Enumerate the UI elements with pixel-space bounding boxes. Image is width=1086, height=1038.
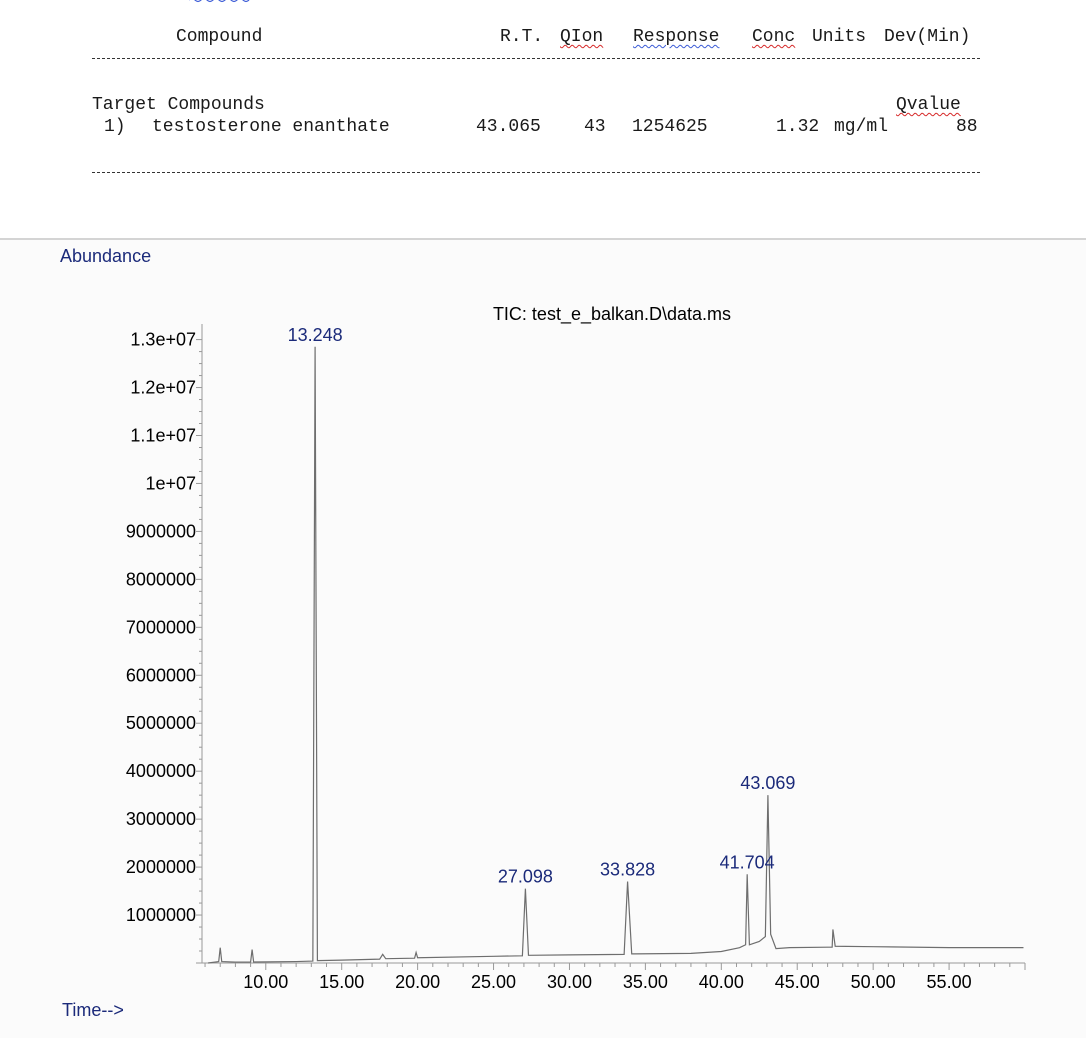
x-tick-label: 15.00 [319, 972, 365, 990]
peak-labels [288, 325, 796, 887]
y-tick-label: 1.3e+07 [130, 329, 196, 350]
separator-line-bottom [92, 172, 980, 173]
y-tick-label: 7000000 [125, 617, 196, 638]
peak-label: 13.248 [287, 324, 343, 345]
x-tick-label: 50.00 [850, 972, 896, 990]
x-tick-label: 35.00 [622, 972, 668, 990]
row-index: 1) [104, 117, 126, 137]
y-tick-label: 8000000 [125, 569, 196, 590]
y-tick-label: 5000000 [125, 713, 196, 734]
y-axis [126, 324, 202, 963]
y-tick-label: 6000000 [125, 665, 196, 686]
x-tick-label: 40.00 [698, 972, 744, 990]
chromatogram-chart [0, 240, 1086, 990]
col-header-qion: QIon [560, 27, 604, 47]
chromatogram-panel [0, 240, 1086, 1038]
quant-report [0, 0, 1086, 238]
y-tick-label: 3000000 [125, 809, 196, 830]
qvalue-label: Qvalue [896, 95, 961, 115]
x-axis [202, 963, 1025, 990]
x-tick-label: 25.00 [471, 972, 517, 990]
peak-label: 43.069 [740, 773, 796, 794]
x-tick-label: 20.00 [395, 972, 441, 990]
col-header-conc: Conc [752, 27, 796, 47]
y-tick-label: 1000000 [125, 905, 196, 926]
row-qvalue: 88 [956, 117, 978, 137]
y-tick-label: 1e+07 [145, 473, 196, 494]
y-axis-caption: Abundance [60, 246, 152, 266]
chart-title: TIC: test_e_balkan.D\data.ms [492, 304, 732, 324]
y-tick-label: 9000000 [125, 521, 196, 542]
y-tick-label: 4000000 [125, 761, 196, 782]
x-tick-label: 10.00 [243, 972, 289, 990]
col-header-dev: Dev(Min) [884, 27, 971, 47]
row-response: 1254625 [632, 117, 708, 137]
row-qion: 43 [584, 117, 606, 137]
row-conc: 1.32 [776, 117, 820, 137]
row-compound-name: testosterone enanthate [152, 117, 390, 137]
peak-label: 33.828 [600, 859, 656, 880]
col-header-rt: R.T. [500, 27, 544, 47]
col-header-compound: Compound [176, 27, 263, 47]
x-tick-label: 45.00 [774, 972, 820, 990]
x-axis-caption: Time--> [62, 1000, 124, 1020]
y-tick-label: 2000000 [125, 857, 196, 878]
y-tick-label: 1.1e+07 [130, 425, 196, 446]
y-tick-label: 1.2e+07 [130, 377, 196, 398]
row-units: mg/ml [834, 117, 889, 137]
section-title: Target Compounds [92, 95, 265, 115]
row-rt: 43.065 [476, 117, 541, 137]
peak-label: 41.704 [719, 852, 775, 873]
separator-line [92, 58, 980, 59]
peak-label: 27.098 [497, 866, 553, 887]
x-tick-label: 30.00 [546, 972, 592, 990]
col-header-response: Response [633, 27, 720, 47]
x-tick-label: 55.00 [926, 972, 972, 990]
col-header-units: Units [812, 27, 867, 47]
spellcheck-squiggle [189, 0, 251, 3]
